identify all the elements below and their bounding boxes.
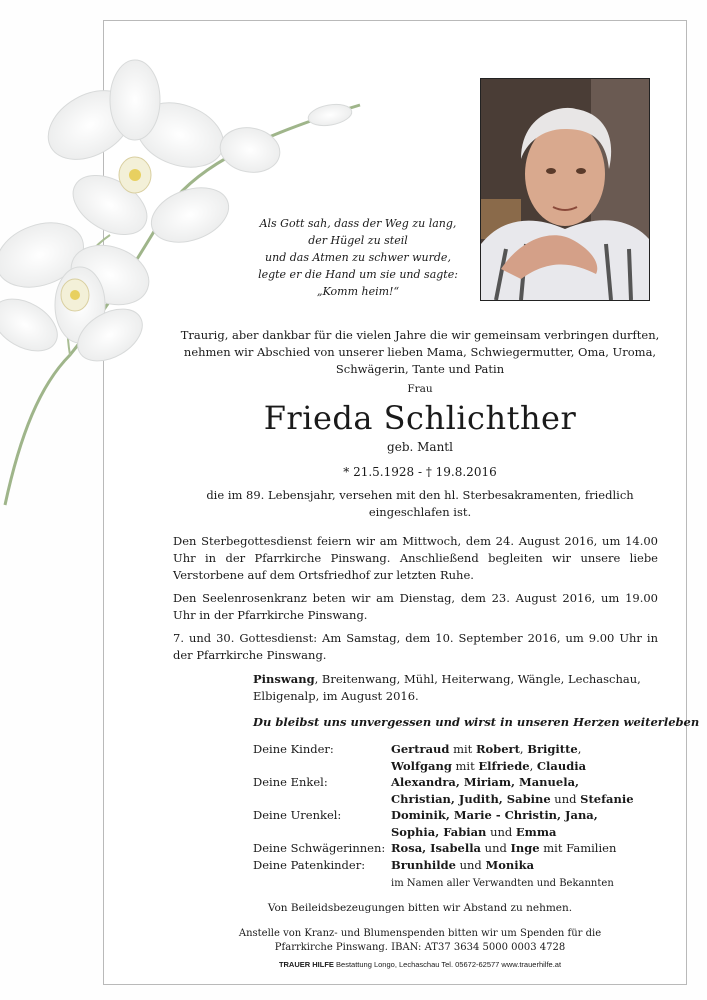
condolence-note: Von Beileidsbezeugungen bitten wir Abstand zu nehmen.: [267, 902, 573, 914]
footer: [180, 960, 660, 969]
funeral-service-text: Den Sterbegottesdienst feiern wir am Mittwoch, dem 24. August 2016, um 14.00 Uhr in der Pfarrkirche Pinswang. Anschließend begleiten wir unsere liebe Verstorbene auf dem Ortsfriedhof zur letzten Ruhe.: [173, 534, 658, 582]
survivors-label: Deine Kinder:: [253, 742, 334, 756]
poem-line: der Hügel zu steil: [308, 234, 408, 247]
survivors-row-schwaegerinnen: [253, 840, 673, 857]
survivors-row-relatives: [253, 873, 673, 893]
survivors-names: Dominik, Marie - Christin, Jana, Sophia, Fabian und Emma: [391, 808, 598, 839]
donation-note: Anstelle von Kranz- und Blumenspenden bitten wir um Spenden für die Pfarrkirche Pinswang. IBAN: AT37 3634 5000 0003 4728: [238, 928, 602, 953]
salutation: Frau: [407, 383, 433, 395]
survivors-label: Deine Schwägerinnen:: [253, 841, 386, 855]
memorial-service-text: 7. und 30. Gottesdienst: Am Samstag, dem 10. September 2016, um 9.00 Uhr in der Pfarrkirche Pinswang.: [173, 631, 658, 662]
footer-details: Bestattung Longo, Lechaschau Tel. 05672-62577 www.trauerhilfe.at: [333, 960, 562, 969]
life-dates: * 21.5.1928 - † 19.8.2016: [343, 465, 497, 479]
places-date: [253, 671, 658, 705]
survivors-row-urenkel: [253, 807, 673, 840]
survivors-row-patenkinder: [253, 857, 673, 874]
relatives-note: im Namen aller Verwandten und Bekannten: [391, 878, 614, 889]
poem-line: und das Atmen zu schwer wurde,: [265, 251, 451, 264]
poem: [238, 215, 478, 300]
poem-line: Als Gott sah, dass der Weg zu lang,: [259, 217, 457, 230]
survivors-label: Deine Patenkinder:: [253, 857, 366, 872]
survivors-names: Alexandra, Miriam, Manuela, Christian, Judith, Sabine und Stefanie: [391, 775, 634, 806]
maiden-name: geb. Mantl: [387, 440, 453, 454]
rosary-text: Den Seelenrosenkranz beten wir am Dienstag, dem 23. August 2016, um 19.00 Uhr in der Pfarrkirche Pinswang.: [173, 591, 658, 622]
portrait-photo: [480, 78, 650, 301]
survivors-label: Deine Urenkel:: [253, 808, 342, 822]
death-note: die im 89. Lebensjahr, versehen mit den hl. Sterbesakramenten, friedlich eingeschlafen ist.: [206, 488, 634, 519]
survivors-names: Rosa, Isabella und Inge mit Familien: [391, 841, 617, 855]
deceased-name: Frieda Schlichther: [263, 399, 577, 437]
survivors-list: [253, 741, 673, 893]
survivors-row-enkel: [253, 774, 673, 807]
intro-text: Traurig, aber dankbar für die vielen Jahre die wir gemeinsam verbringen durften, nehmen wir Abschied von unserer lieben Mama, Schwiegermutter, Oma, Uroma, Schwägerin, Tante und Patin: [180, 328, 660, 376]
survivors-row-kinder: [253, 741, 673, 774]
survivors-names: Gertraud mit Robert, Brigitte, Wolfgang mit Elfriede, Claudia: [391, 742, 587, 773]
main-place: Pinswang: [253, 672, 315, 686]
survivors-label: Deine Enkel:: [253, 775, 328, 789]
poem-line: „Komm heim!“: [316, 285, 400, 298]
motto: Du bleibst uns unvergessen und wirst in unseren Herzen weiterleben: [253, 715, 700, 729]
survivors-names: Brunhilde und Monika: [391, 857, 535, 872]
other-places: , Breitenwang, Mühl, Heiterwang, Wängle, Lechaschau, Elbigenalp, im August 2016.: [253, 672, 641, 703]
poem-line: legte er die Hand um sie und sagte:: [258, 268, 458, 281]
footer-brand: TRAUER HILFE: [278, 960, 334, 969]
